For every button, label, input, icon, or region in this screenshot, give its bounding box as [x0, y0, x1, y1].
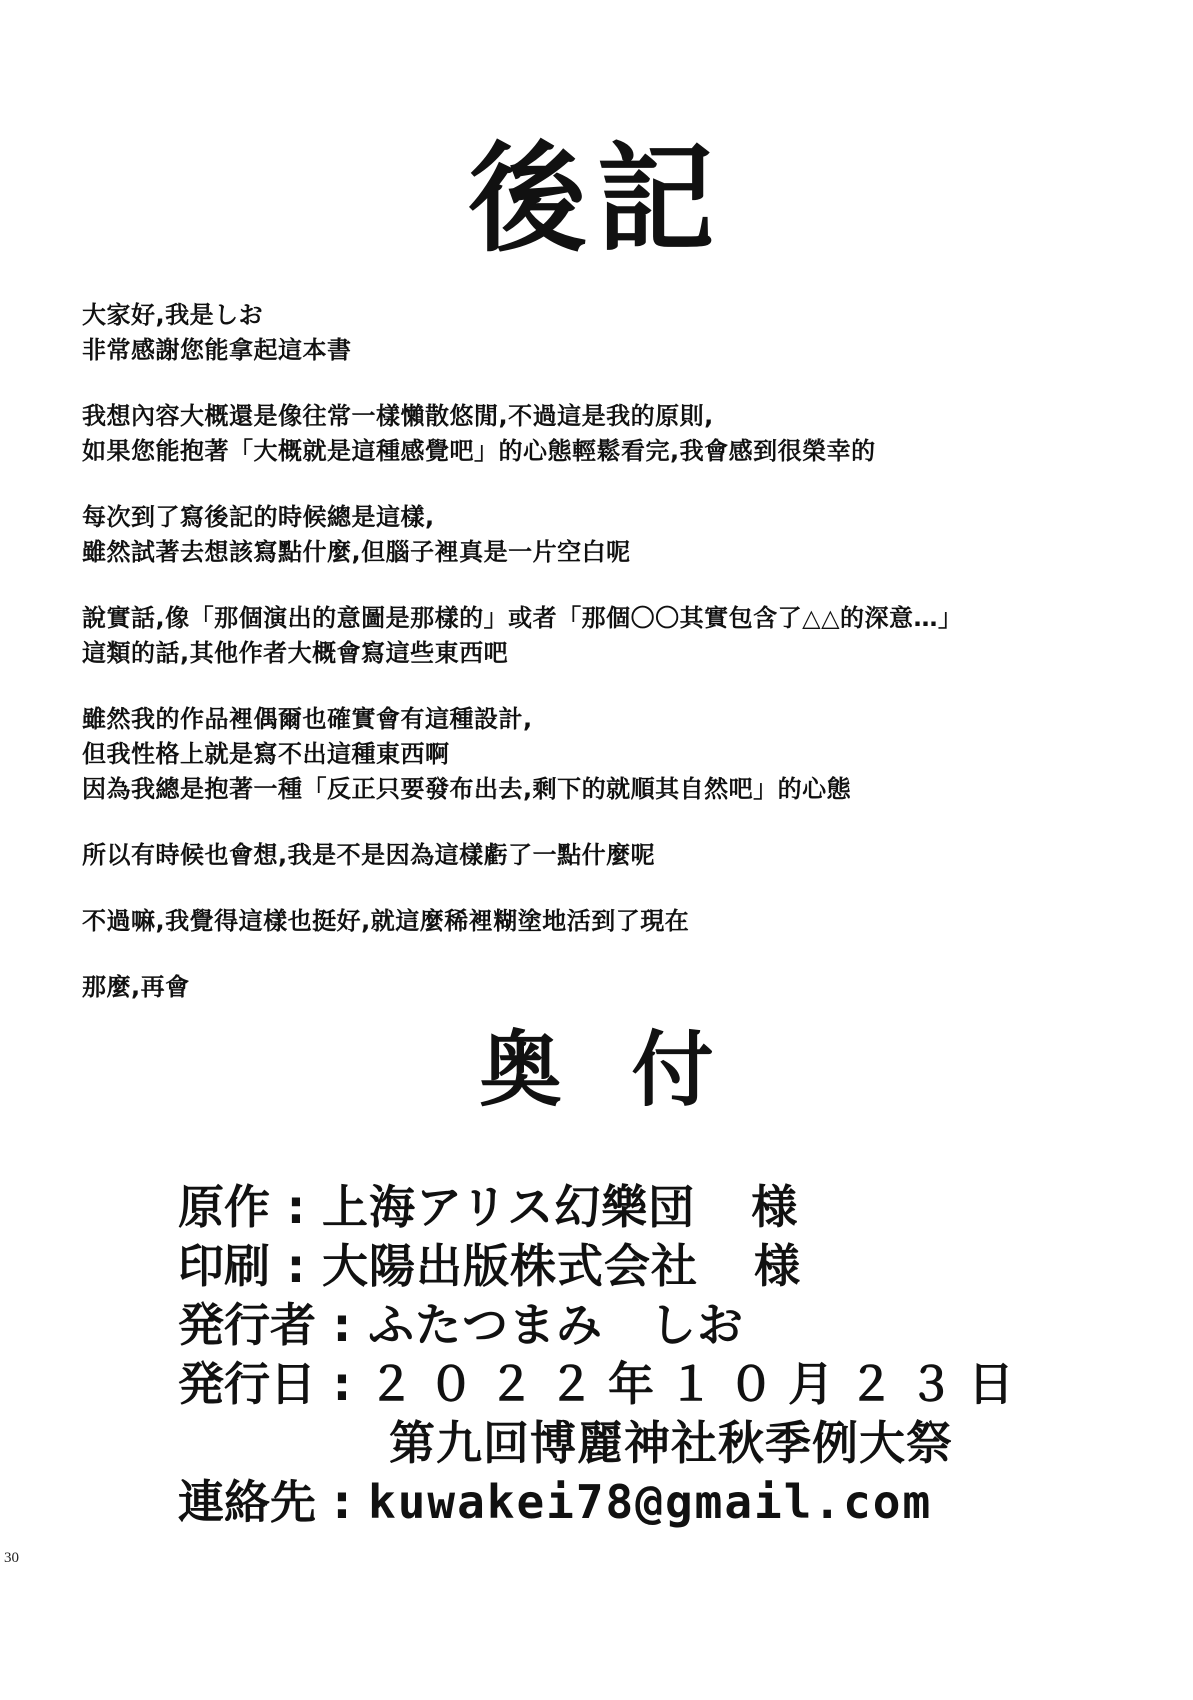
- colophon-original-work: [178, 1178, 1158, 1237]
- afterword-line: 但我性格上就是寫不出這種東西啊: [82, 740, 450, 768]
- publisher-value: ふたつまみ しお: [368, 1298, 744, 1352]
- publisher-separator: :: [332, 1298, 352, 1352]
- afterword-paragraph: [82, 500, 1142, 570]
- colophon-event: [178, 1414, 1158, 1473]
- printing-value: 大陽出版株式会社: [322, 1239, 698, 1293]
- original-work-value: 上海アリス幻樂団: [322, 1180, 696, 1234]
- colophon-block: [178, 1178, 1158, 1532]
- printing-honorific: 様: [754, 1239, 800, 1293]
- afterword-line: 所以有時候也會想,我是不是因為這樣虧了一點什麼呢: [82, 841, 656, 869]
- issue-date-separator: :: [332, 1357, 352, 1411]
- afterword-paragraph: [82, 970, 1142, 1005]
- afterword-line: 不過嘛,我覺得這樣也挺好,就這麼稀裡糊塗地活到了現在: [82, 907, 690, 935]
- contact-email: kuwakei78@gmail.com: [368, 1475, 933, 1529]
- afterword-line: 每次到了寫後記的時候總是這樣,: [82, 503, 435, 531]
- colophon-contact: [178, 1473, 1158, 1532]
- page-number: 30: [4, 1550, 19, 1566]
- colophon-title: 奥付: [479, 1023, 784, 1118]
- afterword-line: 非常感謝您能拿起這本書: [82, 336, 352, 364]
- afterword-line: 那麼,再會: [82, 973, 190, 1001]
- printing-separator: :: [286, 1239, 306, 1293]
- afterword-line: 這類的話,其他作者大概會寫這些東西吧: [82, 639, 509, 667]
- afterword-title: 後記: [468, 130, 725, 268]
- afterword-paragraph: [82, 904, 1142, 939]
- publisher-label: 発行者: [178, 1298, 316, 1352]
- original-work-honorific: 様: [751, 1180, 798, 1234]
- original-work-label: 原作: [178, 1180, 270, 1234]
- issue-date-label: 発行日: [178, 1357, 316, 1411]
- original-work-separator: :: [286, 1180, 306, 1234]
- afterword-paragraph: [82, 601, 1142, 671]
- afterword-line: 如果您能抱著「大概就是這種感覺吧」的心態輕鬆看完,我會感到很榮幸的: [82, 437, 876, 465]
- contact-label: 連絡先: [178, 1475, 316, 1529]
- afterword-paragraph: [82, 298, 1142, 368]
- afterword-body: [82, 298, 1142, 1036]
- event-name: 第九回博麗神社秋季例大祭: [389, 1416, 953, 1470]
- afterword-paragraph: [82, 399, 1142, 469]
- afterword-paragraph: [82, 702, 1142, 807]
- afterword-line: 我想內容大概還是像往常一樣懶散悠閒,不過這是我的原則,: [82, 402, 714, 430]
- afterword-line: 因為我總是抱著一種「反正只要發布出去,剩下的就順其自然吧」的心態: [82, 775, 852, 803]
- printing-label: 印刷: [178, 1239, 270, 1293]
- afterword-paragraph: [82, 838, 1142, 873]
- afterword-line: 雖然我的作品裡偶爾也確實會有這種設計,: [82, 705, 533, 733]
- afterword-line: 雖然試著去想該寫點什麼,但腦子裡真是一片空白呢: [82, 538, 631, 566]
- afterword-line: 說實話,像「那個演出的意圖是那樣的」或者「那個〇〇其實包含了△△的深意…」: [82, 604, 963, 632]
- afterword-line: 大家好,我是しお: [82, 301, 264, 329]
- colophon-printing: [178, 1237, 1158, 1296]
- colophon-publisher: [178, 1296, 1158, 1355]
- issue-date-value: ２０２２年１０月２３日: [368, 1357, 1028, 1411]
- contact-separator: :: [332, 1475, 352, 1529]
- colophon-issue-date: [178, 1355, 1158, 1414]
